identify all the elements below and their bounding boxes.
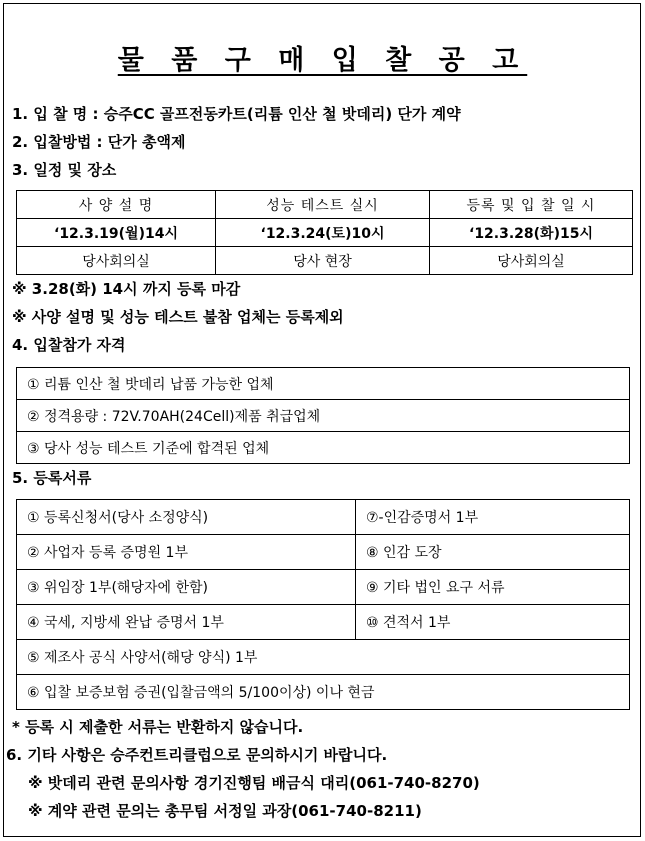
item-bid-method: 2. 입찰방법 : 단가 총액제 (12, 133, 186, 151)
schedule-header-row (17, 191, 633, 219)
document-item: ① 등록신청서(당사 소정양식) (17, 500, 356, 535)
item-other-inquiries: 6. 기타 사항은 승주컨트리클럽으로 문의하시기 바랍니다. (6, 746, 388, 764)
item-schedule-heading: 3. 일정 및 장소 (12, 161, 117, 179)
schedule-place-cell: 당사회의실 (430, 247, 633, 275)
document-item: ⑧ 인감 도장 (356, 535, 630, 570)
schedule-date-row (17, 219, 633, 247)
schedule-table (16, 190, 633, 275)
document-title: 물 품 구 매 입 찰 공 고 (117, 45, 528, 76)
document-item: ⑤ 제조사 공식 사양서(해당 양식) 1부 (17, 640, 630, 675)
schedule-header-cell: 성능 테스트 실시 (216, 191, 430, 219)
contact-contract: ※ 계약 관련 문의는 총무팀 서정일 과장(061-740-8211) (28, 802, 422, 820)
document-item: ⑦-인감증명서 1부 (356, 500, 630, 535)
note-registration-deadline: ※ 3.28(화) 14시 까지 등록 마감 (12, 280, 241, 298)
qualification-item: ② 정격용량 : 72V.70AH(24Cell)제품 취급업체 (17, 400, 630, 432)
documents-table (16, 499, 630, 710)
schedule-date-cell: ‘12.3.24(토)10시 (216, 219, 430, 247)
schedule-date-cell: ‘12.3.19(월)14시 (17, 219, 216, 247)
document-item: ⑨ 기타 법인 요구 서류 (356, 570, 630, 605)
item-bid-name: 1. 입 찰 명 : 승주CC 골프전동카트(리튬 인산 철 밧데리) 단가 계약 (12, 105, 461, 123)
qualification-item: ③ 당사 성능 테스트 기준에 합격된 업체 (17, 432, 630, 464)
schedule-date-cell: ‘12.3.28(화)15시 (430, 219, 633, 247)
schedule-header-cell: 사 양 설 명 (17, 191, 216, 219)
schedule-place-row (17, 247, 633, 275)
document-item: ④ 국세, 지방세 완납 증명서 1부 (17, 605, 356, 640)
document-item: ⑩ 견적서 1부 (356, 605, 630, 640)
item-documents-heading: 5. 등록서류 (12, 469, 92, 487)
document-item: ⑥ 입찰 보증보험 증권(입찰금액의 5/100이상) 이나 현금 (17, 675, 630, 710)
contact-battery: ※ 밧데리 관련 문의사항 경기진행팀 배금식 대리(061-740-8270) (28, 774, 480, 792)
note-documents-not-returned: * 등록 시 제출한 서류는 반환하지 않습니다. (12, 718, 304, 736)
document-item: ③ 위임장 1부(해당자에 한함) (17, 570, 356, 605)
schedule-place-cell: 당사회의실 (17, 247, 216, 275)
document-item: ② 사업자 등록 증명원 1부 (17, 535, 356, 570)
schedule-place-cell: 당사 현장 (216, 247, 430, 275)
qualification-table (16, 367, 630, 464)
schedule-header-cell: 등록 및 입 찰 일 시 (430, 191, 633, 219)
note-exclusion: ※ 사양 설명 및 성능 테스트 불참 업체는 등록제외 (12, 308, 344, 326)
item-qualification-heading: 4. 입찰참가 자격 (12, 336, 126, 354)
qualification-item: ① 리튬 인산 철 밧데리 납품 가능한 업체 (17, 368, 630, 400)
